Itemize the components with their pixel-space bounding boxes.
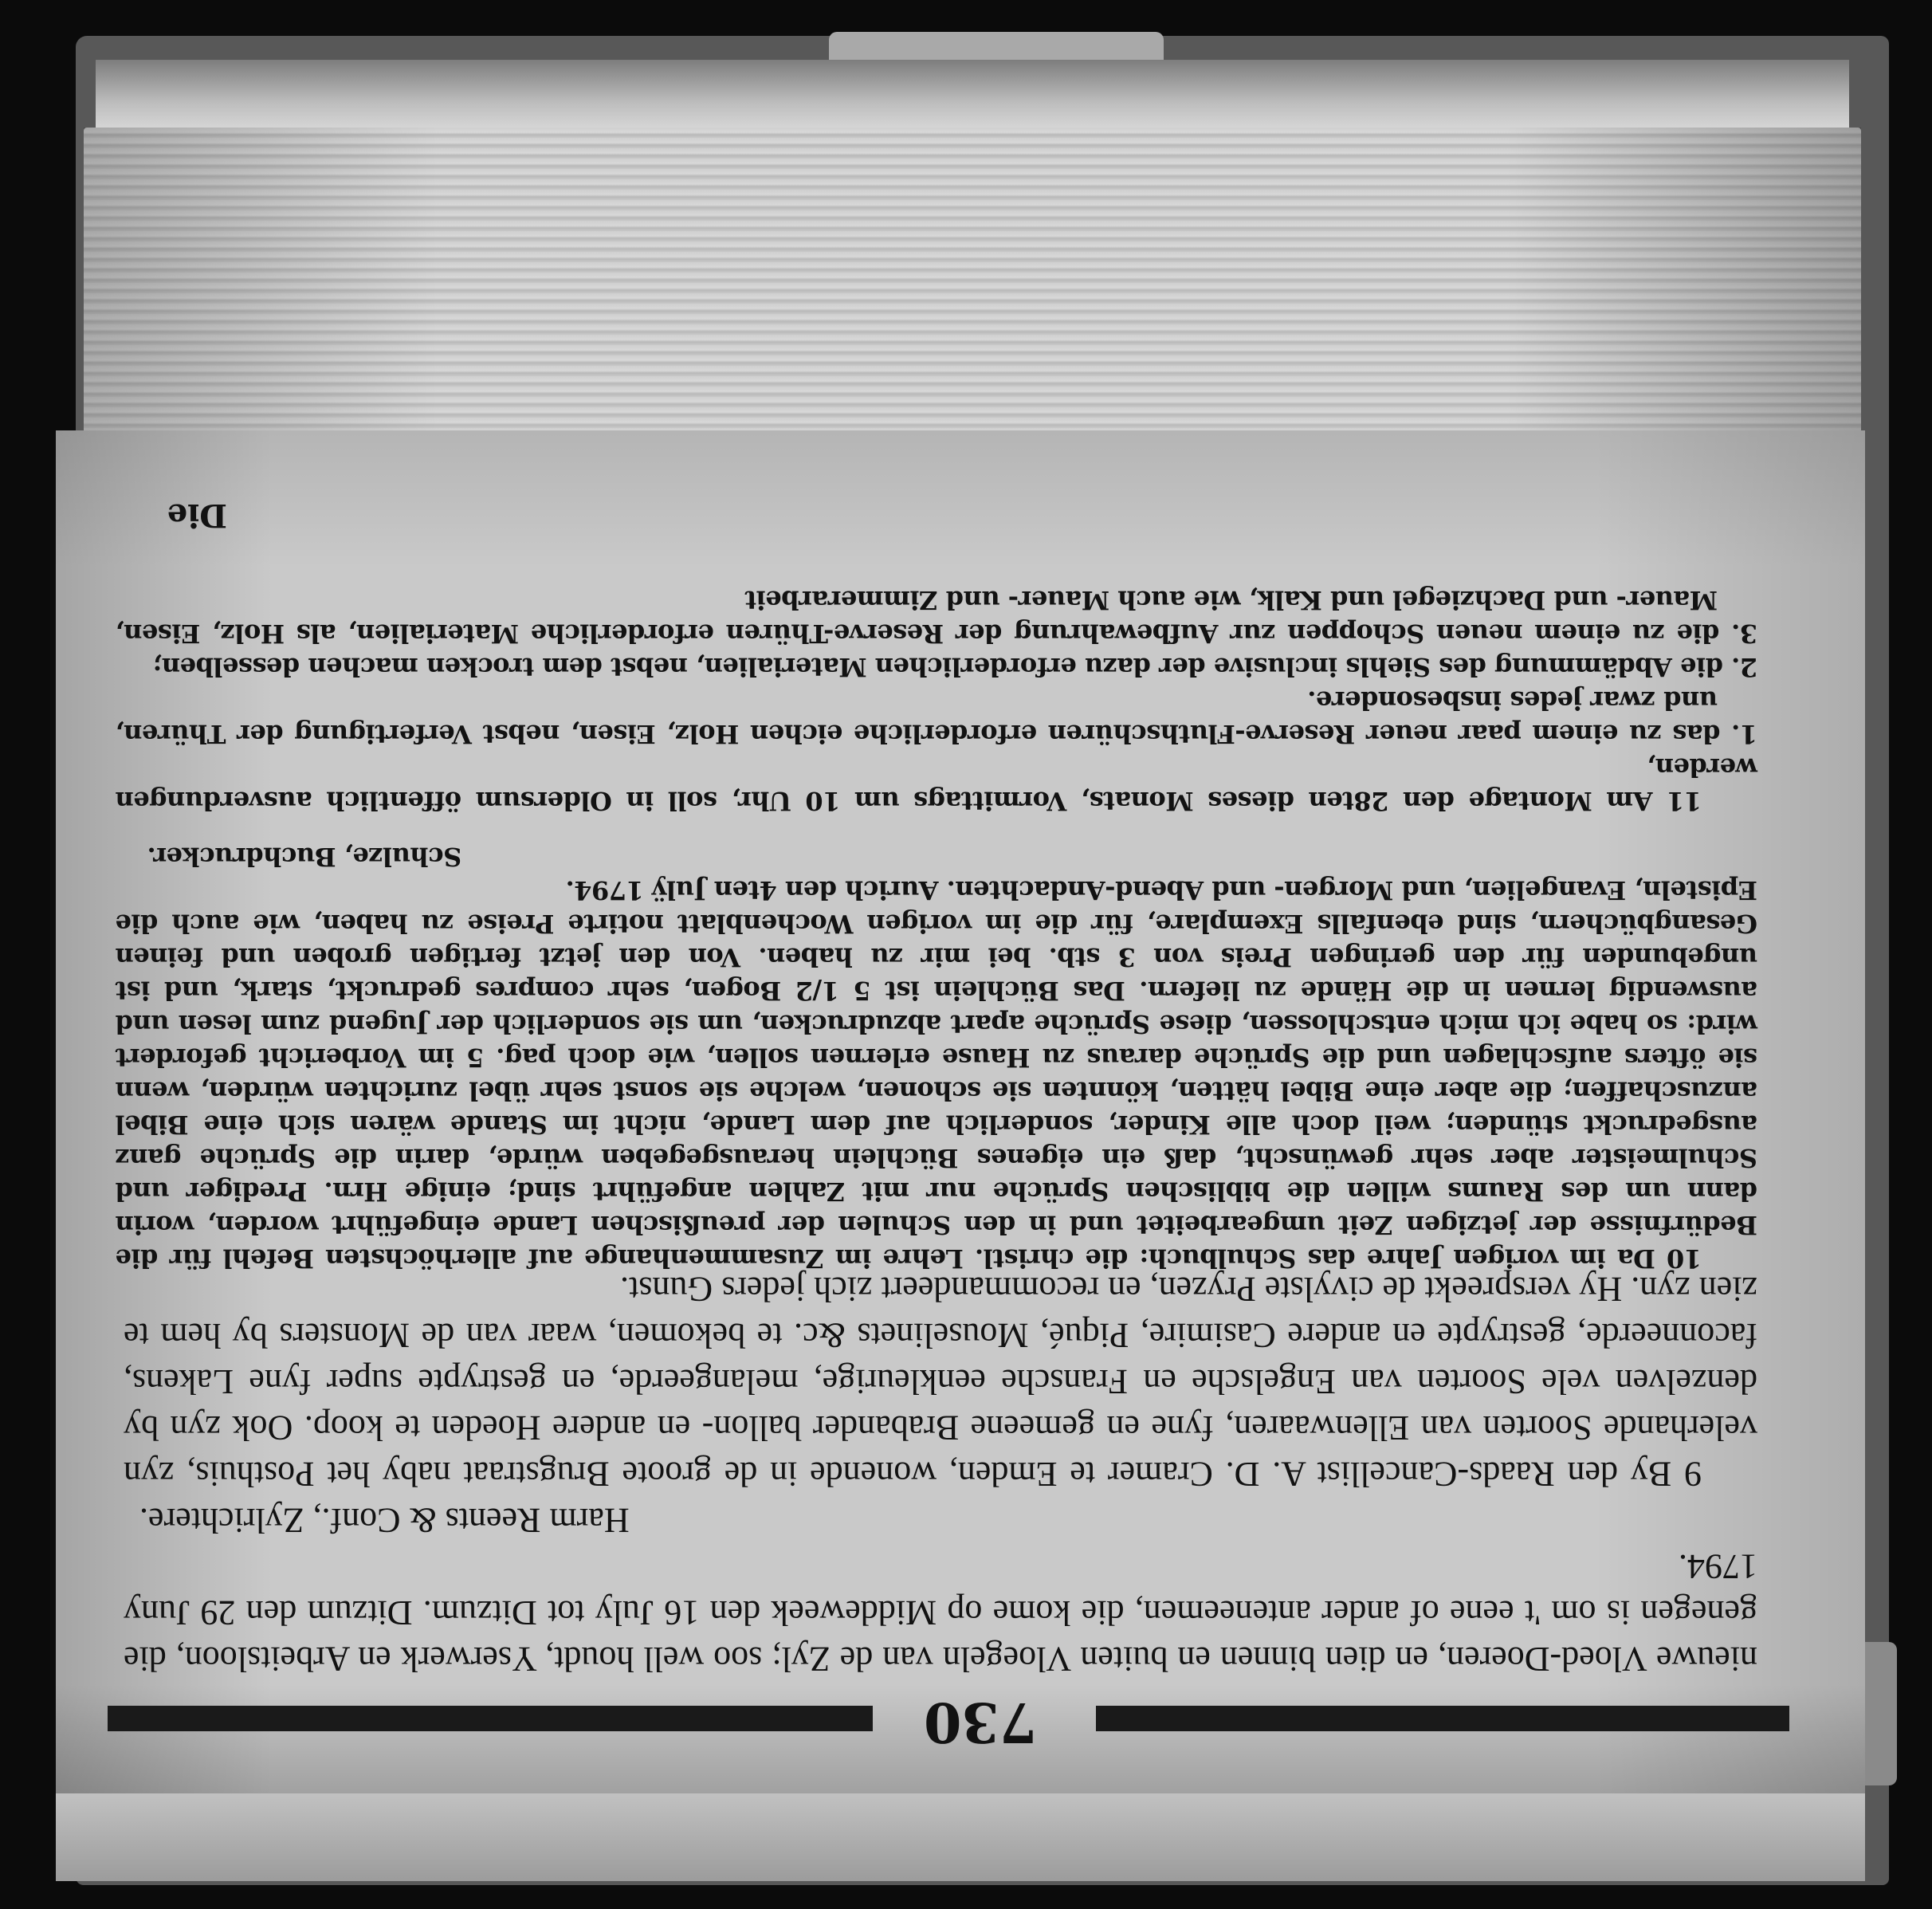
dutch-notices (124, 1266, 1757, 1682)
book-spine (96, 60, 1849, 132)
page-bottom-edge (56, 1793, 1865, 1881)
page-text-block (84, 438, 1789, 1785)
notice-schulbuch: 10 Da im vorigen Jahre das Schulbuch: die christl. Lehre im Zusammenhange auf allerhöchsten Befehl für die Bedürfnisse der jetzigen Zeit umgearbeitet und in den Schulen der preußischen Lande eingeführt worden, worin dann um des Raums willen die biblischen Sprüche nur mit Zahlen angeführt sind; einige Hrn. Prediger und Schulmeister aber sehr gewünscht, daß ein eigenes Büchlein herausgegeben würde, darin die Sprüche ganz ausgedruckt stünden; weil doch alle Kinder, sonderlich auf dem Lande, nicht im Stande wären sich eine Bibel anzuschaffen; die aber eine Bibel hätten, könnten sie schonen, welche sie sonst sehr übel zurichten würden, wenn sie öfters aufschlagen und die Sprüche daraus zu Hause erlernen sollen, wie doch pag. 5 im Vorbericht gefordert wird: so habe ich mich entschlossen, diese Sprüche apart abzudrucken, um sie sonderlich der Jugend zum lesen und auswendig lernen in die Hände zu liefern. Das Büchlein ist 5 1/2 Bogen, sehr compres gedruckt, stark, und ist ungebunden für den geringen Preis von 3 stb. bei mir zu haben. Von den jetzt fertigen groben und feinen Gesangbüchern, sind ebenfalls Exemplare, für die im vorigen Wochenblatt notirte Preise zu haben, wie auch die Episteln, Evangelien, und Morgen- und Abend-Andachten. Aurich den 4ten Julÿ 1794. (116, 875, 1757, 1274)
page-edges-shadow (84, 128, 1861, 446)
catchword: Die (167, 497, 227, 534)
auction-item-1: 1. das zu einem paar neuer Reserve-Fluthschüren erforderliche eichen Holz, Eisen, nebst Verfertigung der Thüren, und zwar jedes insbesondere. (116, 685, 1757, 749)
auction-item-3: 3. die zu einem neuen Schoppen zur Aufbewahrung der Reserve-Thüren erforderliche Materialien, als Holz, Eisen, Mauer- und Dachziegel und Kalk, wie auch Mauer- und Zimmerarbeit (116, 585, 1757, 649)
notice-signature-zylrichtere: Harm Reents & Conf., Zylrichtere. (139, 1501, 630, 1540)
notice-cramer-goods: 9 By den Raads-Cancellist A. D. Cramer te Emden, wonende in de groote Brugstraat naby het Posthuis, zyn velerhande Soorten van Ellenwaaren, fyne en gemeene Brabander ballon- en andere Hoeden te koop. Ook zyn by denzelven vele Soorten van Engelsche en Fransche eenkleurige, melangeerde, en gestrypte super fyne Lakens, faconneerde, gestrypte en andere Casimire, Piqué, Mouselinets &c. te bekomen, waar van de Monsters by hem te zien zyn. Hy verspreekt de civylste Pryzen, en recommandeert zich jeders Gunst. (124, 1270, 1757, 1494)
auction-item-2: 2. die Abdämmung des Siehls inclusive der dazu erforderlichen Materialien, nebst dem trocken machen desselben; (153, 652, 1757, 682)
notice-sluice-doors: nieuwe Vloed-Doeren, en dien binnen en buiten Vloegeln van de Zyl; soo well houdt, Yserwerk en Arbeitsloon, die genegen is om 't eene of ander anteneemen, die kome op Middeweek den 16 July tot Ditzum. Ditzum den 29 Juny 1794. (124, 1547, 1757, 1679)
notice-oldersum-auction: 11 Am Montage den 28ten dieses Monats, Vormittags um 10 Uhr, soll in Oldersum öffentlich ausverdungen werden, (116, 752, 1757, 816)
header-rule-right (108, 1706, 873, 1731)
page-number: 730 (924, 1690, 1037, 1754)
german-notices (116, 583, 1757, 1275)
paragraph-spacer (116, 818, 1757, 840)
header-rule-left (1096, 1706, 1789, 1731)
page-header (84, 1690, 1789, 1754)
printed-page (56, 430, 1865, 1793)
notice-signature-schulze: Schulze, Buchdrucker. (147, 842, 462, 872)
